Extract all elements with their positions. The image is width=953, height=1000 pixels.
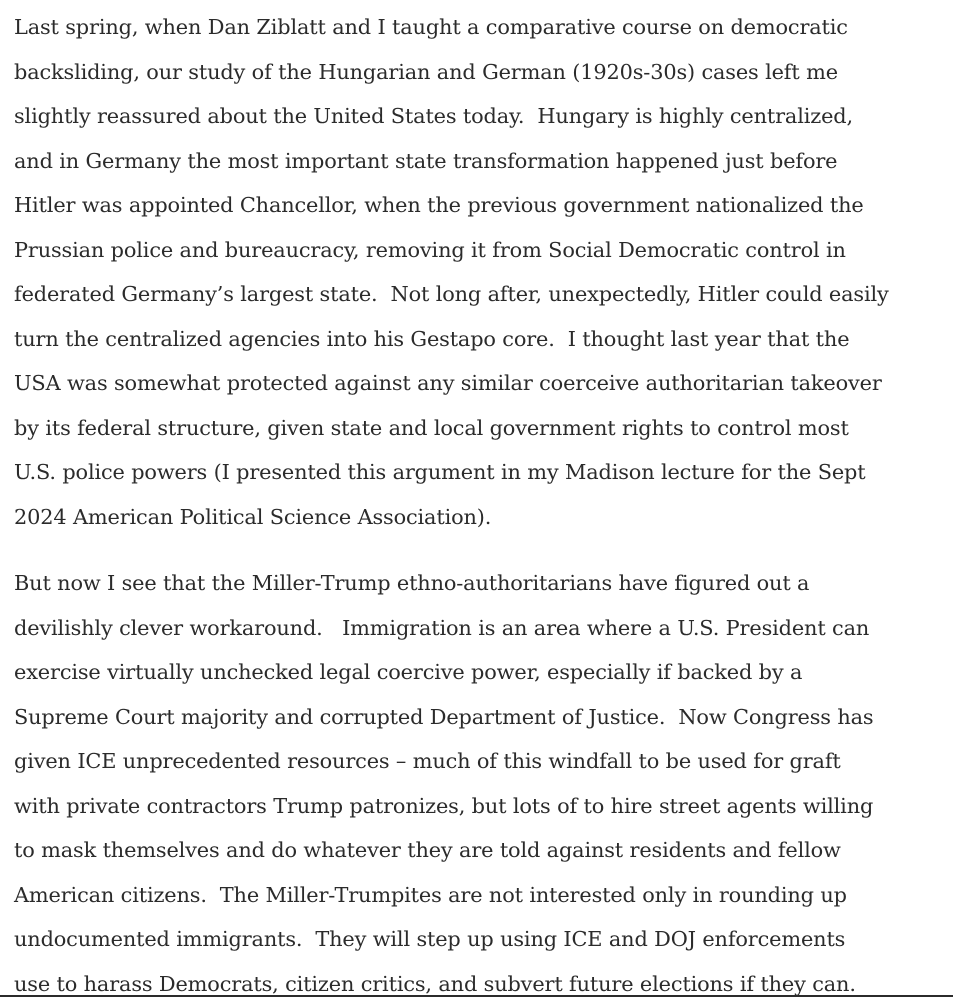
paragraph-line: But now I see that the Miller-Trump ethno-authoritarians have figured out a	[14, 571, 810, 595]
paragraph-line: American citizens. The Miller-Trumpites are not interested only in rounding up	[14, 882, 847, 907]
paragraph-line: USA was somewhat protected against any similar coerceive authoritarian takeover	[14, 371, 882, 395]
paragraph-1	[14, 5, 950, 539]
paragraph-line: exercise virtually unchecked legal coercive power, especially if backed by a	[14, 660, 803, 684]
paragraph-line: undocumented immigrants. They will step up using ICE and DOJ enforcements	[14, 927, 846, 951]
paragraph-2	[14, 561, 950, 1000]
paragraph-line: turn the centralized agencies into his Gestapo core. I thought last year that the	[14, 326, 850, 351]
paragraph-line: 2024 American Political Science Association).	[14, 504, 492, 529]
paragraph-line: Last spring, when Dan Ziblatt and I taught a comparative course on democratic	[14, 15, 848, 39]
paragraph-line: to mask themselves and do whatever they are told against residents and fellow	[14, 838, 841, 862]
paragraph-line: given ICE unprecedented resources – much of this windfall to be used for graft	[14, 749, 841, 773]
paragraph-line: devilishly clever workaround. Immigration is an area where a U.S. President can	[14, 615, 870, 640]
bottom-divider	[0, 995, 953, 997]
paragraph-line: U.S. police powers (I presented this argument in my Madison lecture for the Sept	[14, 460, 866, 484]
paragraph-line: federated Germany’s largest state. Not long after, unexpectedly, Hitler could easily	[14, 282, 889, 306]
paragraph-line: Hitler was appointed Chancellor, when the previous government nationalized the	[14, 193, 864, 217]
paragraph-line: Prussian police and bureaucracy, removing it from Social Democratic control in	[14, 237, 846, 262]
paragraph-line: Supreme Court majority and corrupted Department of Justice. Now Congress has	[14, 704, 874, 729]
paragraph-line: with private contractors Trump patronizes, but lots of to hire street agents willing	[14, 793, 874, 818]
paragraph-line: and in Germany the most important state transformation happened just before	[14, 148, 838, 173]
paragraph-line: backsliding, our study of the Hungarian and German (1920s-30s) cases left me	[14, 59, 838, 84]
paragraph-line: by its federal structure, given state and local government rights to control most	[14, 415, 849, 440]
paragraph-line: use to harass Democrats, citizen critics, and subvert future elections if they can.	[14, 971, 856, 996]
paragraph-line: slightly reassured about the United States today. Hungary is highly centralized,	[14, 104, 853, 128]
